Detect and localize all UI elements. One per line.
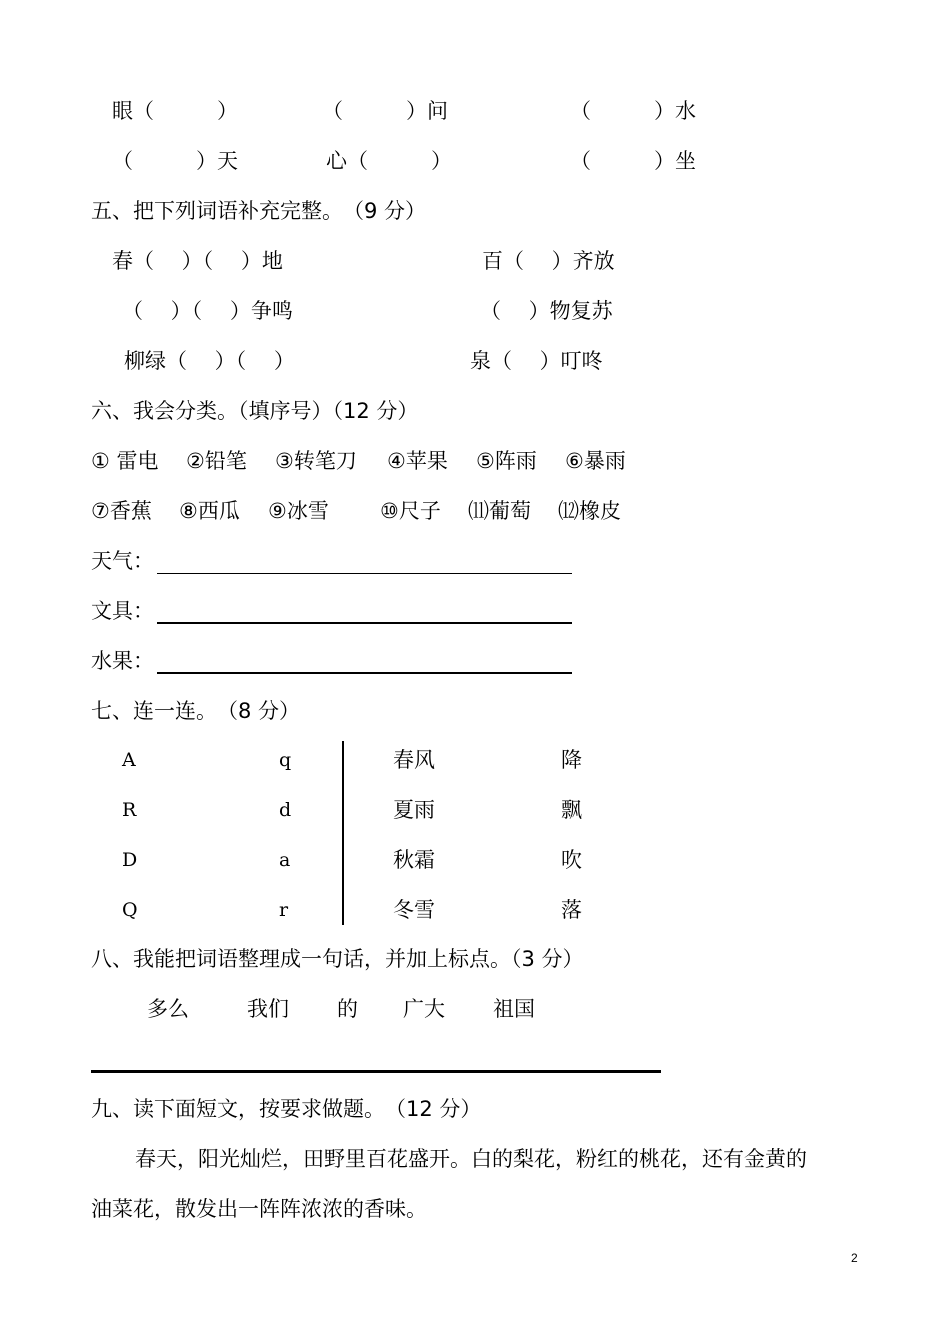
lowercase-letter: d — [279, 799, 292, 821]
answer-line[interactable] — [157, 573, 572, 574]
category-label: 天气： — [91, 549, 154, 573]
passage-line: 春天，阳光灿烂，田野里百花盛开。白的梨花，粉红的桃花，还有金黄的 — [135, 1147, 807, 1171]
list-item: ④苹果 — [387, 449, 448, 473]
answer-line[interactable] — [157, 622, 572, 624]
idiom-item: 春（ ）（ ）地 — [112, 249, 283, 273]
section-heading: 七、连一连。 （8 分） — [91, 699, 301, 723]
verb-word: 落 — [561, 898, 582, 922]
fill-item: （ ）坐 — [570, 149, 696, 173]
season-word: 秋霜 — [393, 848, 435, 872]
word-item: 广大 — [403, 997, 445, 1021]
word-item: 我们 — [247, 997, 289, 1021]
list-item: ③转笔刀 — [275, 449, 357, 473]
section-heading: 八、我能把词语整理成一句话，并加上标点。（3 分） — [91, 947, 584, 971]
list-item: ②铅笔 — [186, 449, 247, 473]
uppercase-letter: R — [122, 799, 137, 821]
season-word: 春风 — [393, 748, 435, 772]
idiom-item: 百（ ）齐放 — [482, 249, 615, 273]
uppercase-letter: D — [122, 849, 138, 871]
uppercase-letter: Q — [122, 899, 138, 921]
column-divider — [342, 741, 344, 925]
verb-word: 降 — [561, 748, 582, 772]
lowercase-letter: a — [279, 849, 291, 871]
list-item: ⑤阵雨 — [476, 449, 537, 473]
uppercase-letter: A — [122, 749, 136, 771]
fill-item: 心（ ） — [326, 149, 452, 173]
list-item: ⑥暴雨 — [565, 449, 626, 473]
list-item: ⑨冰雪 — [268, 499, 329, 523]
list-item: ⑾葡萄 — [468, 499, 531, 523]
section-heading: 九、读下面短文，按要求做题。 （12 分） — [91, 1097, 482, 1121]
lowercase-letter: r — [279, 899, 289, 921]
list-item: ⑿橡皮 — [558, 499, 621, 523]
verb-word: 飘 — [561, 798, 582, 822]
fill-item: 眼（ ） — [112, 99, 238, 123]
category-label: 文具： — [91, 599, 154, 623]
fill-item: （ ）水 — [570, 99, 696, 123]
season-word: 夏雨 — [393, 798, 435, 822]
verb-word: 吹 — [561, 848, 582, 872]
word-item: 的 — [337, 997, 358, 1021]
word-item: 多么 — [147, 997, 189, 1021]
section-heading: 五、把下列词语补充完整。 （9 分） — [91, 199, 427, 223]
page-number: 2 — [851, 1251, 858, 1265]
season-word: 冬雪 — [393, 898, 435, 922]
answer-line[interactable] — [91, 1070, 661, 1073]
list-item: ⑦香蕉 — [91, 499, 152, 523]
list-item: ① 雷电 — [91, 449, 159, 473]
answer-line[interactable] — [157, 672, 572, 674]
idiom-item: （ ）（ ）争鸣 — [122, 299, 293, 323]
list-item: ⑧西瓜 — [179, 499, 240, 523]
fill-item: （ ）问 — [322, 99, 448, 123]
passage-line: 油菜花，散发出一阵阵浓浓的香味。 — [91, 1197, 427, 1221]
idiom-item: （ ）物复苏 — [480, 299, 613, 323]
fill-item: （ ）天 — [112, 149, 238, 173]
category-label: 水果： — [91, 649, 154, 673]
idiom-item: 柳绿（ ）（ ） — [124, 349, 295, 373]
section-heading: 六、我会分类。（填序号）（12 分） — [91, 399, 419, 423]
lowercase-letter: q — [279, 749, 292, 771]
list-item: ⑩尺子 — [380, 499, 441, 523]
idiom-item: 泉（ ）叮咚 — [470, 349, 603, 373]
word-item: 祖国 — [493, 997, 535, 1021]
